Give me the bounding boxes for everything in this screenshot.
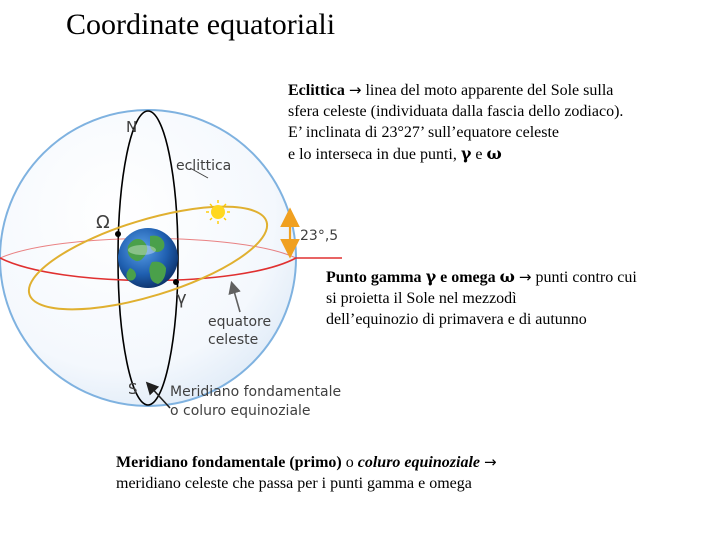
ecliptic-definition (288, 80, 720, 165)
meridian-definition (116, 452, 716, 494)
gamma-line-1-rest: punti contro cui (531, 269, 637, 286)
gamma-line-2: si proietta il Sole nel mezzodì (326, 290, 517, 307)
inclination-label: 23°,5 (300, 228, 339, 244)
arrow-right-icon: → (518, 268, 532, 286)
meridian-term-italic: coluro equinoziale (357, 454, 480, 471)
pole-north-label: N (126, 118, 138, 136)
earth-globe (118, 228, 178, 288)
meridian-label-line1: Meridiano fondamentale (170, 384, 342, 400)
ecliptic-line-2: sfera celeste (individuata dalla fascia dello zodiaco). (288, 103, 624, 120)
ecliptic-line-4 (288, 143, 720, 165)
meridian-label-line2: o coluro equinoziale (170, 403, 311, 419)
omega-symbol: ω (486, 144, 502, 163)
omega-term-symbol: ω (499, 267, 515, 286)
equator-label-line1: equatore (208, 314, 272, 330)
ecliptic-line-1-rest: linea del moto apparente del Sole sulla (361, 82, 614, 99)
omega-point (115, 231, 121, 237)
page-title: Coordinate equatoriali (66, 8, 336, 41)
ecliptic-term: Eclittica (288, 82, 345, 99)
gamma-symbol: γ (460, 144, 472, 163)
meridian-line-2: meridiano celeste che passa per i punti gamma e omega (116, 475, 472, 492)
meridian-term: Meridiano fondamentale (primo) (116, 454, 342, 471)
equator-label-line2: celeste (208, 332, 259, 348)
meridian-line-1 (116, 452, 716, 473)
ecliptic-line-1 (288, 80, 720, 101)
arrow-right-icon: → (348, 81, 362, 99)
ecliptic-label: eclittica (176, 158, 232, 174)
arrow-right-icon: → (483, 453, 497, 471)
gamma-label: γ (176, 288, 187, 309)
ecliptic-line-4-and: e (471, 146, 487, 163)
gamma-line-1 (326, 266, 720, 288)
gamma-line-3: dell’equinozio di primavera e di autunno (326, 311, 587, 328)
earth-cloud (128, 245, 156, 255)
pole-south-label: S (128, 380, 138, 398)
ecliptic-line-3: E’ inclinata di 23°27’ sull’equatore celeste (288, 124, 560, 141)
omega-label: Ω (96, 212, 110, 233)
gamma-point (173, 279, 179, 285)
gamma-term-symbol: γ (425, 267, 437, 286)
gamma-omega-definition (326, 266, 720, 330)
gamma-term-mid: e omega (436, 269, 500, 286)
meridian-conj: o (341, 454, 358, 471)
ecliptic-line-4-text: e lo interseca in due punti, (288, 146, 461, 163)
gamma-term-prefix: Punto gamma (326, 269, 426, 286)
